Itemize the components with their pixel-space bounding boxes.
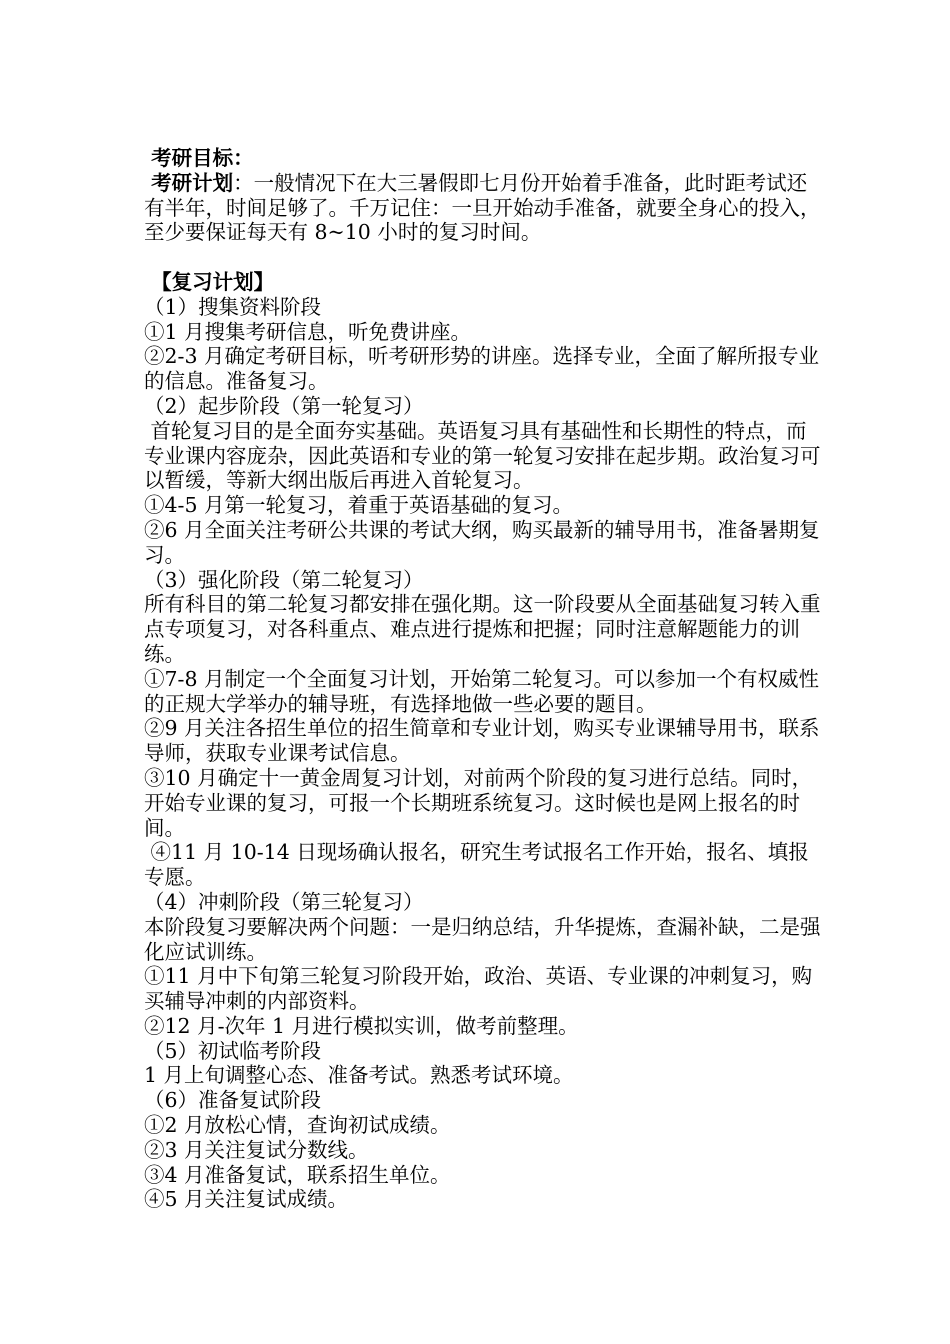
review-plan-heading: 【复习计划】	[144, 269, 275, 294]
list-item: ②9 月关注各招生单位的招生简章和专业计划，购买专业课辅导用书，联系导师，获取专业课考试信息。	[144, 716, 820, 766]
list-item: ①4-5 月第一轮复习，着重于英语基础的复习。	[144, 493, 574, 518]
list-item: ③10 月确定十一黄金周复习计划，对前两个阶段的复习进行总结。同时，开始专业课的复习，可报一个长期班系统复习。这时候也是网上报名的时间。	[144, 765, 813, 840]
stage-3-heading: （3）强化阶段（第二轮复习）	[144, 567, 424, 592]
list-item: ④11 月 10-14 日现场确认报名，研究生考试报名工作开始，报名、填报专愿。	[144, 840, 809, 890]
exam-plan-text: ：一般情况下在大三暑假即七月份开始着手准备，此时距考试还有半年，时间足够了。千万记住：一旦开始动手准备，就要全身心的投入，至少要保证每天有 8~10 小时的复习时间。	[144, 170, 821, 245]
stage-1-heading: （1）搜集资料阶段	[144, 294, 322, 319]
document-body	[144, 146, 824, 1212]
list-item: ④5 月关注复试成绩。	[144, 1187, 349, 1212]
paragraph: 本阶段复习要解决两个问题：一是归纳总结，升华提炼，查漏补缺，二是强化应试训练。	[144, 914, 821, 964]
blank-line	[144, 245, 824, 270]
stage-5-heading: （5）初试临考阶段	[144, 1038, 322, 1063]
stage-2-heading: （2）起步阶段（第一轮复习）	[144, 393, 424, 418]
list-item: ①1 月搜集考研信息，听免费讲座。	[144, 319, 472, 344]
paragraph: 1 月上旬调整心态、准备考试。熟悉考试环境。	[144, 1063, 574, 1088]
list-item: ②12 月-次年 1 月进行模拟实训，做考前整理。	[144, 1013, 579, 1038]
list-item: ③4 月准备复试，联系招生单位。	[144, 1162, 451, 1187]
list-item: ①7-8 月制定一个全面复习计划，开始第二轮复习。可以参加一个有权威性的正规大学举办的辅导班，有选择地做一些必要的题目。	[144, 666, 820, 716]
exam-plan-paragraph	[144, 171, 824, 245]
stage-6-heading: （6）准备复试阶段	[144, 1088, 322, 1113]
list-item: ②2-3 月确定考研目标，听考研形势的讲座。选择专业，全面了解所报专业的信息。准备复习。	[144, 344, 820, 394]
list-item: ②3 月关注复试分数线。	[144, 1137, 369, 1162]
exam-goal-heading: 考研目标：	[144, 146, 254, 170]
paragraph: 首轮复习目的是全面夯实基础。英语复习具有基础性和长期性的特点，而专业课内容庞杂，因此英语和专业的第一轮复习安排在起步期。政治复习可以暂缓，等新大纲出版后再进入首轮复习。	[144, 418, 821, 493]
list-item: ①2 月放松心情，查询初试成绩。	[144, 1113, 451, 1138]
stage-4-heading: （4）冲刺阶段（第三轮复习）	[144, 889, 424, 914]
list-item: ②6 月全面关注考研公共课的考试大纲，购买最新的辅导用书，准备暑期复习。	[144, 517, 820, 567]
exam-plan-label: 考研计划	[144, 170, 234, 195]
paragraph: 所有科目的第二轮复习都安排在强化期。这一阶段要从全面基础复习转入重点专项复习，对各科重点、难点进行提炼和把握；同时注意解题能力的训练。	[144, 592, 821, 666]
list-item: ①11 月中下旬第三轮复习阶段开始，政治、英语、专业课的冲刺复习，购买辅导冲刺的内部资料。	[144, 964, 813, 1014]
